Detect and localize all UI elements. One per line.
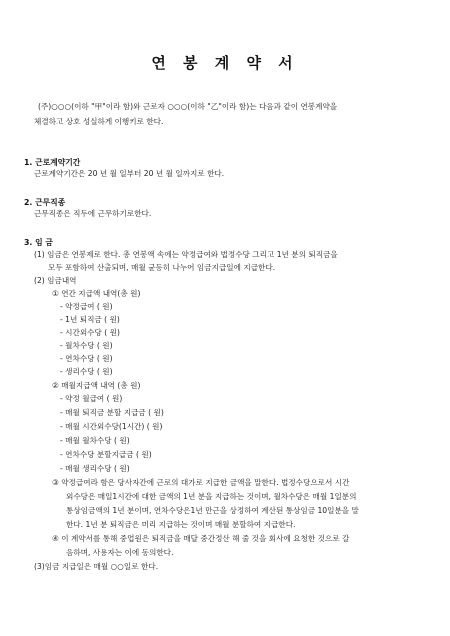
job-type-line: 근무직종은 직두에 근무하기로한다.: [34, 209, 152, 218]
wage-breakdown-heading: (2) 임금내역: [34, 276, 77, 285]
document-title: 연 봉 계 약 서: [151, 54, 299, 72]
clause-3-line-4: 한다. 1년 분 퇴직금은 미리 지급하는 것이며 매월 분할하여 지급한다.: [66, 520, 296, 529]
annual-pay-heading: ① 연간 지급액 내역(총 원): [52, 289, 141, 298]
annual-item-annual-leave: - 연차수당 ( 원): [60, 354, 113, 363]
clause-3-line-3: 통상임금액의 1년 분이며, 연차수당은1년 만근을 상정하여 계산된 통상임금 10일분을 말: [66, 506, 359, 515]
intro-line-1: (주)○○○(이하 "甲"이라 함)와 근로자 ○○○(이하 "乙"이라 함)는 다음과 같이 연봉계약을: [38, 102, 338, 111]
annual-item-severance: - 1년 퇴직금 ( 원): [60, 315, 120, 324]
clause-4-line-2: 음하며, 사용자는 이에 동의한다.: [66, 548, 174, 557]
section-heading-wages: 3. 임 금: [24, 238, 53, 247]
annual-item-monthly-leave: - 월차수당 ( 원): [60, 341, 113, 350]
monthly-pay-heading: ② 매월지급액 내역 (총 원): [52, 381, 141, 390]
monthly-item-severance-installment: - 매월 퇴직금 분할 지급금 ( 원): [60, 408, 164, 417]
monthly-item-overtime: - 매월 시간외수당(1시간) ( 원): [60, 422, 163, 431]
wage-clause-1-line-1: (1) 임금은 연봉제로 한다. 총 연봉액 속에는 약정급여와 법정수당 그리고 1년 분의 퇴직금을: [34, 250, 338, 259]
monthly-item-base-salary: - 약정 월급여 ( 원): [60, 394, 123, 403]
monthly-item-monthly-leave: - 매월 월차수당 ( 원): [60, 436, 130, 445]
annual-item-menstrual-leave: - 생리수당 ( 원): [60, 367, 113, 376]
section-heading-job-type: 2. 근무직종: [24, 198, 66, 207]
annual-item-overtime: - 시간외수당 ( 원): [60, 328, 120, 337]
clause-3-line-1: ③ 약정급여라 함은 당사자간에 근로의 대가로 지급한 금액을 말한다. 법정수당으로서 시간: [52, 478, 350, 487]
annual-item-base-salary: - 약정급여 ( 원): [60, 302, 113, 311]
intro-line-2: 체결하고 상호 성실하게 이행키로 한다.: [34, 117, 164, 126]
contract-period-line: 근로계약기간은 20 년 월 일부터 20 년 월 일까지로 한다.: [34, 169, 225, 178]
monthly-item-annual-leave-installment: - 연차수당 분할지급금 ( 원): [60, 450, 152, 459]
clause-4-line-1: ④ 이 계약서를 통해 중업원은 퇴직금을 매달 중간정산 해 줄 것을 회사에 요청한 것으로 갈: [52, 534, 350, 543]
section-heading-contract-period: 1. 근로계약기간: [24, 158, 81, 167]
monthly-item-menstrual-leave: - 매월 생리수당 ( 원): [60, 464, 130, 473]
payday-line: (3)임금 지급일은 매월 ○○일로 한다.: [34, 562, 159, 571]
wage-clause-1-line-2: 모두 포함하여 산출되며, 매월 균등히 나누어 임금지급일에 지급한다.: [48, 263, 276, 272]
clause-3-line-2: 외수당은 매일1시간에 대한 금액의 1년 분을 지급하는 것이며, 월차수당은 매월 1일분의: [66, 492, 357, 501]
